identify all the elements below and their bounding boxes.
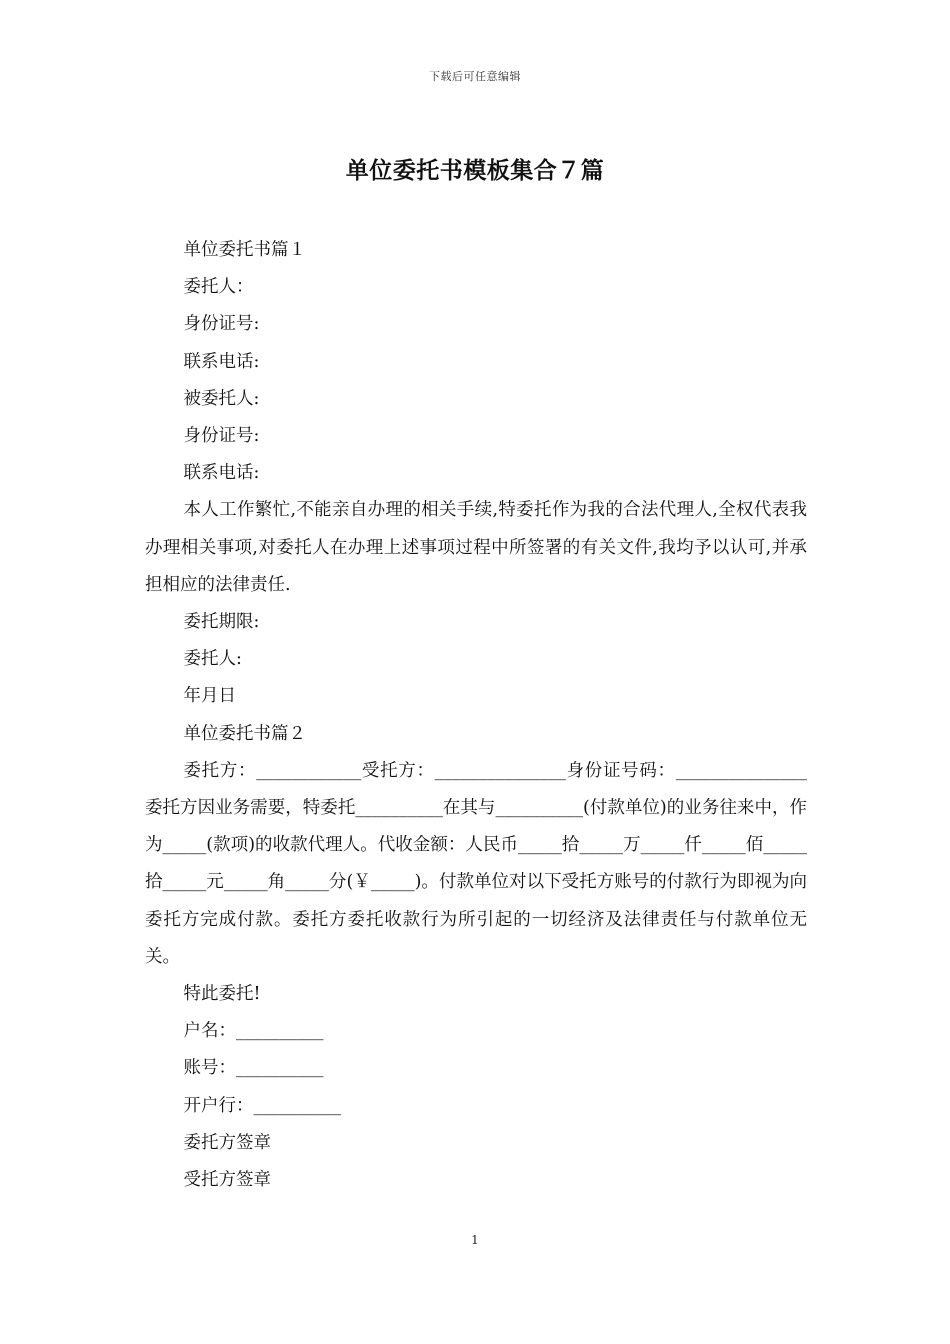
page-number: 1 bbox=[471, 1233, 479, 1247]
field-principal-phone: 联系电话: bbox=[183, 351, 260, 372]
field-principal: 委托人： bbox=[183, 277, 254, 298]
signature-principal: 委托人: bbox=[183, 649, 242, 670]
closing-text: 特此委托! bbox=[183, 984, 261, 1005]
signature-agent-seal: 受托方签章 bbox=[183, 1170, 271, 1191]
signature-principal-seal: 委托方签章 bbox=[183, 1132, 271, 1153]
field-agent: 被委托人: bbox=[183, 388, 260, 409]
field-account-number: 账号：__________ bbox=[183, 1058, 324, 1079]
field-term: 委托期限: bbox=[183, 612, 260, 633]
document-body bbox=[145, 232, 807, 1199]
authorization-paragraph: 本人工作繁忙,不能亲自办理的相关手续,特委托作为我的合法代理人,全权代表我办理相关事项,对委托人在办理上述事项过程中所签署的有关文件,我均予以认可,并承担相应的法律责任. bbox=[145, 500, 807, 595]
section-heading-2: 单位委托书篇２ bbox=[183, 723, 306, 744]
field-principal-id: 身份证号: bbox=[183, 314, 260, 335]
field-agent-phone: 联系电话: bbox=[183, 463, 260, 484]
header-note: 下载后可任意编辑 bbox=[429, 70, 521, 83]
field-bank: 开户行：__________ bbox=[183, 1095, 341, 1116]
collection-paragraph: 委托方：____________受托方：_______________身份证号码：_______________委托方因业务需要，特委托__________在其与__________(付款单位)的业务往来中，作为_____(款项)的收款代理人。代收金额：人民币_____拾_____万_____仟_____佰_____拾_____元_____角_____分(￥_____)。付款单位对以下受托方账号的付款行为即视为向委托方完成付款。委托方委托收款行为所引起的一切经济及法律责任与付款单位无关。 bbox=[145, 760, 807, 967]
signature-date: 年月日 bbox=[183, 686, 236, 707]
document-title: 单位委托书模板集合７篇 bbox=[345, 158, 605, 184]
field-account-name: 户名：__________ bbox=[183, 1021, 324, 1042]
section-heading-1: 单位委托书篇１ bbox=[183, 240, 306, 260]
field-agent-id: 身份证号: bbox=[183, 426, 260, 447]
